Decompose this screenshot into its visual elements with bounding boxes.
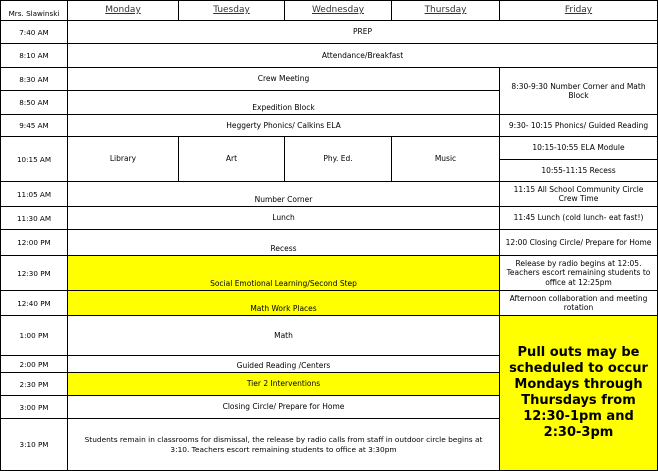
friday-closing-circle: 12:00 Closing Circle/ Prepare for Home xyxy=(499,229,658,256)
attendance-block: Attendance/Breakfast xyxy=(67,43,658,68)
time-cell: 7:40 AM xyxy=(0,20,68,44)
friday-recess: 10:55-11:15 Recess xyxy=(499,159,658,182)
time-cell: 8:10 AM xyxy=(0,43,68,68)
friday-number-corner-math: 8:30-9:30 Number Corner and Math Block xyxy=(499,67,658,115)
math-block: Math xyxy=(67,315,500,356)
friday-community-circle: 11:15 All School Community Circle Crew Time xyxy=(499,181,658,207)
closing-circle-block: Closing Circle/ Prepare for Home xyxy=(67,395,500,419)
recess-block: Recess xyxy=(67,229,500,256)
time-cell: 9:45 AM xyxy=(0,114,68,137)
time-cell: 1:00 PM xyxy=(0,315,68,356)
pullouts-note: Pull outs may be scheduled to occur Mondays through Thursdays from 12:30-1pm and 2:30-3pm xyxy=(499,315,658,471)
lunch-block: Lunch xyxy=(67,206,500,230)
time-cell: 2:00 PM xyxy=(0,355,68,373)
phy-ed-special: Phy. Ed. xyxy=(284,136,392,182)
crew-meeting-block: Crew Meeting xyxy=(67,67,500,91)
header-thursday: Thursday xyxy=(391,0,500,21)
time-cell: 3:00 PM xyxy=(0,395,68,419)
header-friday: Friday xyxy=(499,0,658,21)
heggerty-block: Heggerty Phonics/ Calkins ELA xyxy=(67,114,500,137)
header-tuesday: Tuesday xyxy=(178,0,285,21)
friday-release: Release by radio begins at 12:05. Teachers escort remaining students to office at 12:25pm xyxy=(499,255,658,291)
art-special: Art xyxy=(178,136,285,182)
time-cell: 11:05 AM xyxy=(0,181,68,207)
sel-block: Social Emotional Learning/Second Step xyxy=(67,255,500,291)
library-special: Library xyxy=(67,136,179,182)
teacher-name: Mrs. Slawinski xyxy=(0,0,68,21)
time-cell: 8:50 AM xyxy=(0,90,68,115)
header-monday: Monday xyxy=(67,0,179,21)
time-cell: 2:30 PM xyxy=(0,372,68,396)
time-cell: 12:30 PM xyxy=(0,255,68,291)
time-cell: 12:40 PM xyxy=(0,290,68,316)
friday-lunch: 11:45 Lunch (cold lunch- eat fast!) xyxy=(499,206,658,230)
music-special: Music xyxy=(391,136,500,182)
time-cell: 11:30 AM xyxy=(0,206,68,230)
friday-phonics: 9:30- 10:15 Phonics/ Guided Reading xyxy=(499,114,658,137)
time-cell: 12:00 PM xyxy=(0,229,68,256)
math-work-places-block: Math Work Places xyxy=(67,290,500,316)
guided-reading-block: Guided Reading /Centers xyxy=(67,355,500,373)
prep-block: PREP xyxy=(67,20,658,44)
time-cell: 10:15 AM xyxy=(0,136,68,182)
dismissal-block: Students remain in classrooms for dismissal, the release by radio calls from staff in outdoor circle begins at 3:10. Teachers escort remaining students to office at 3:30pm xyxy=(67,418,500,471)
time-cell: 8:30 AM xyxy=(0,67,68,91)
expedition-block: Expedition Block xyxy=(67,90,500,115)
header-wednesday: Wednesday xyxy=(284,0,392,21)
friday-afternoon-collab: Afternoon collaboration and meeting rotation xyxy=(499,290,658,316)
number-corner-block: Number Corner xyxy=(67,181,500,207)
time-cell: 3:10 PM xyxy=(0,418,68,471)
friday-ela: 10:15-10:55 ELA Module xyxy=(499,136,658,160)
tier2-block: Tier 2 Interventions xyxy=(67,372,500,396)
